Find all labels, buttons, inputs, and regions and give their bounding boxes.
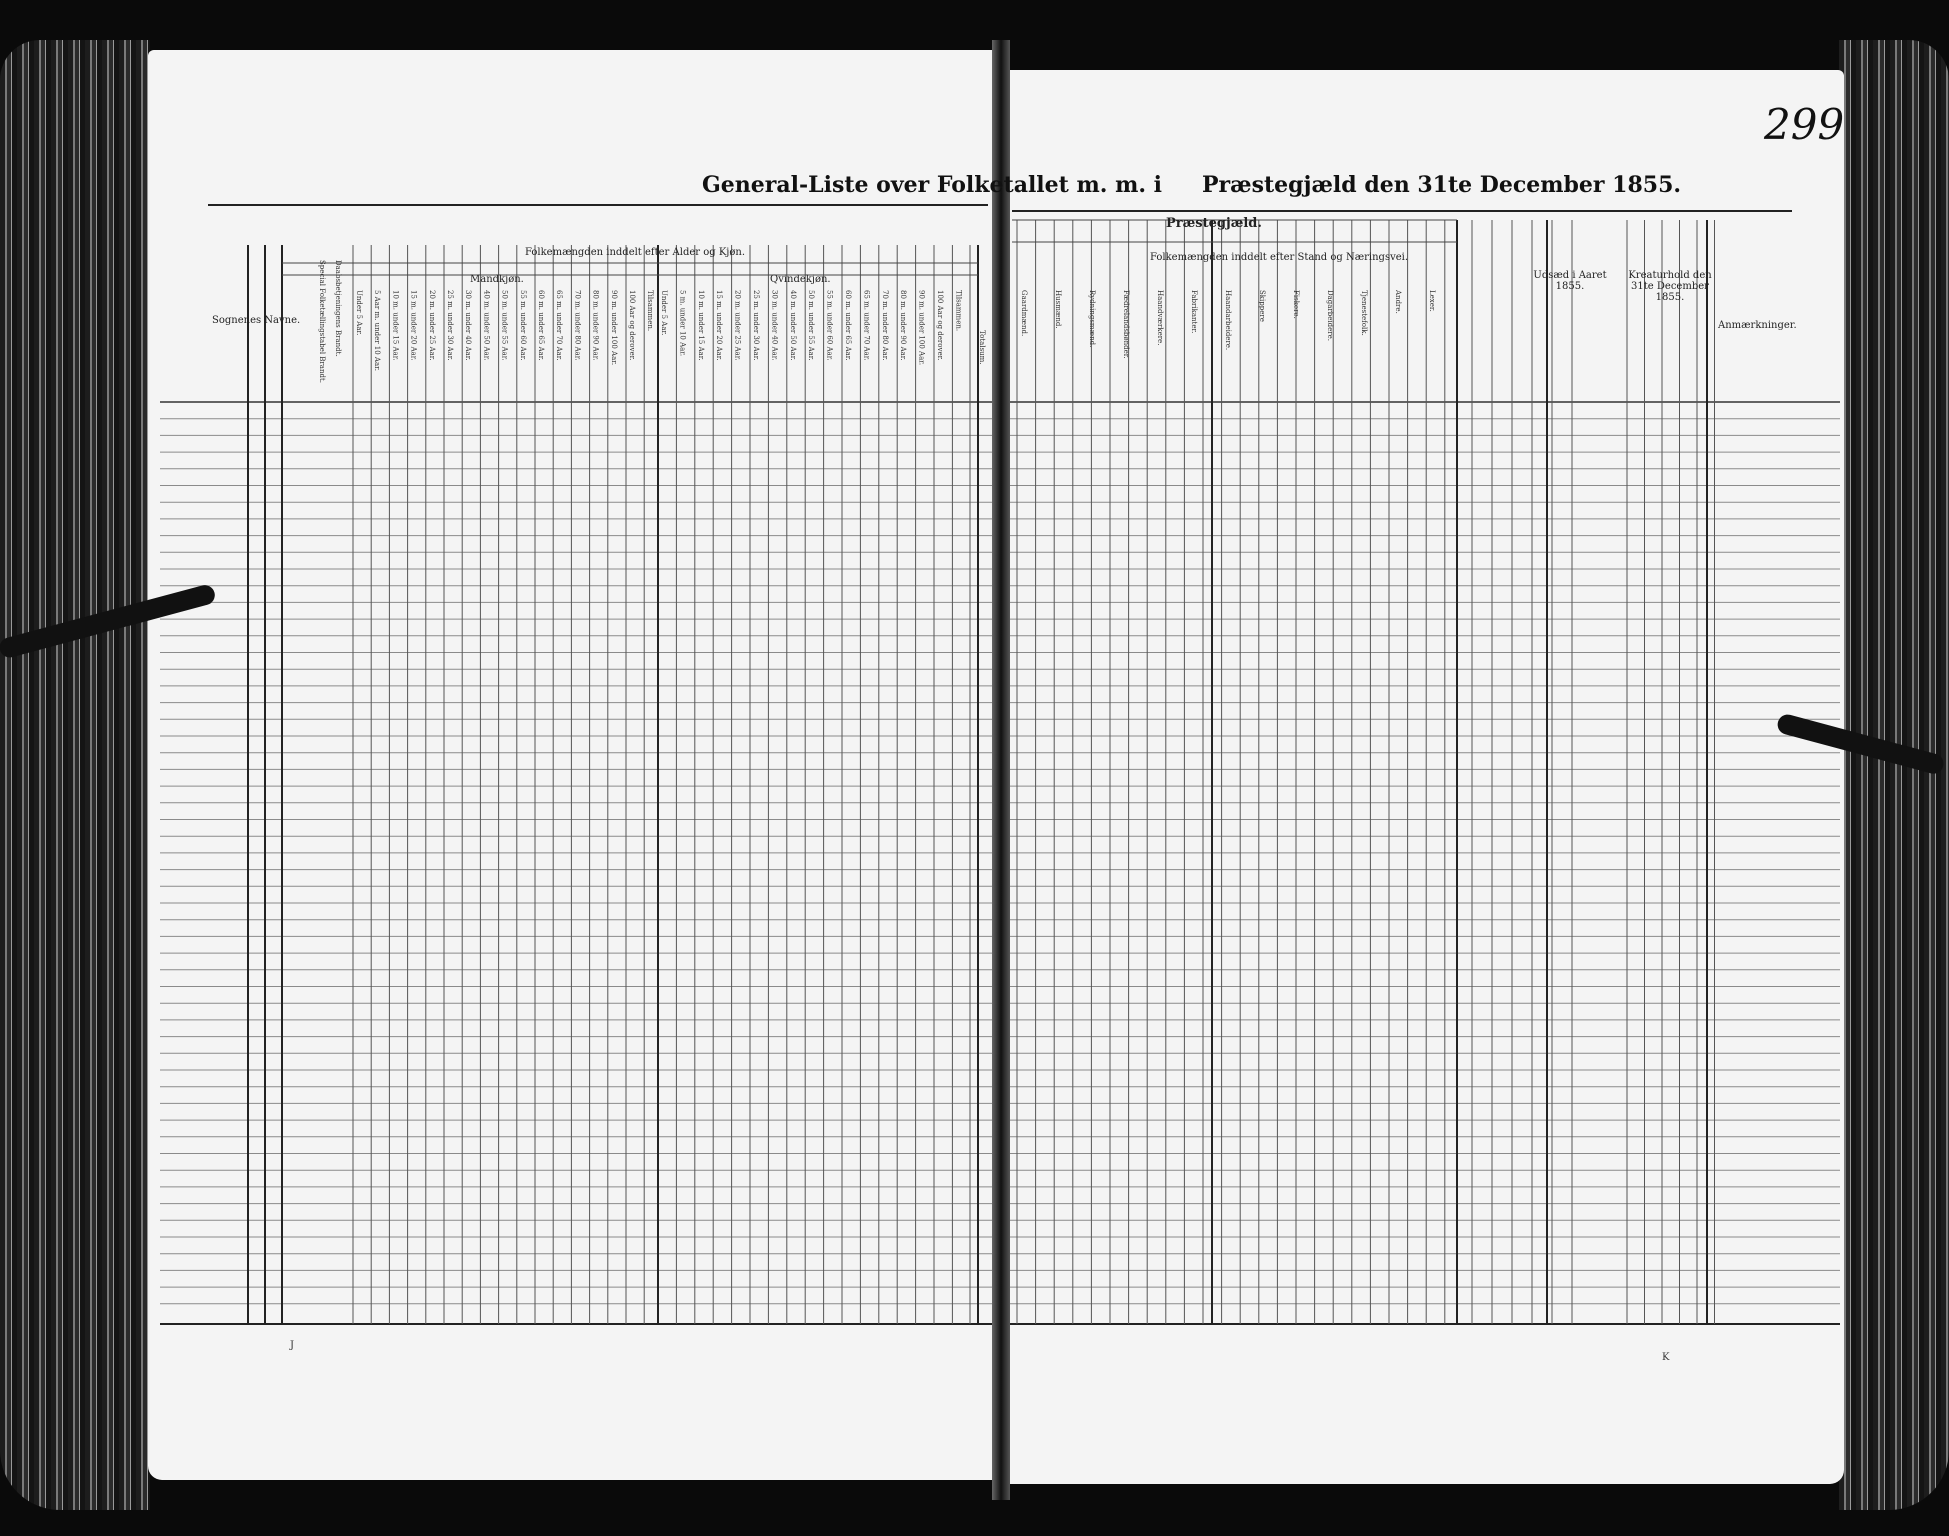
male-age-col-4: 20 m. under 25 Aar.: [427, 290, 436, 361]
stand-col-5: Fabrikanter.: [1190, 290, 1198, 334]
female-age-col-0: Under 5 Aar.: [660, 290, 668, 336]
male-age-col-11: 65 m. under 70 Aar.: [555, 290, 564, 361]
book-edge-right: [1839, 40, 1949, 1510]
male-age-col-15: 100 Aar og derover.: [628, 290, 636, 361]
stand-col-11: Andre.: [1394, 290, 1402, 314]
stand-col-1: Husmænd.: [1054, 290, 1062, 329]
page-number: 299: [1764, 100, 1845, 149]
female-age-col-4: 20 m. under 25 Aar.: [733, 290, 742, 361]
male-age-col-14: 90 m. under 100 Aar.: [609, 290, 618, 366]
sowing-header: Udsæd i Aaret 1855.: [1533, 270, 1607, 292]
stand-col-8: Fiskere.: [1292, 290, 1300, 319]
special-col-2: Daabsbetjeningens Brandt.: [334, 260, 342, 357]
female-age-col-5: 25 m. under 30 Aar.: [752, 290, 760, 361]
male-age-col-5: 25 m. under 30 Aar.: [446, 290, 454, 361]
female-age-col-11: 65 m. under 70 Aar.: [862, 290, 871, 361]
age-sex-group-header: Folkemængden inddelt efter Alder og Kjøn.: [525, 247, 746, 258]
female-age-col-8: 50 m. under 55 Aar.: [807, 290, 816, 361]
male-age-col-12: 70 m. under 80 Aar.: [573, 290, 582, 361]
male-age-col-3: 15 m. under 20 Aar.: [409, 290, 418, 361]
book-edge-left: [0, 40, 150, 1510]
male-age-col-9: 55 m. under 60 Aar.: [518, 290, 527, 361]
stand-col-7: Skippere: [1258, 290, 1266, 322]
female-age-col-16: Tilsammen.: [954, 290, 963, 332]
female-age-col-3: 15 m. under 20 Aar.: [715, 290, 724, 361]
male-age-col-7: 40 m. under 50 Aar.: [482, 290, 491, 361]
title-right: Præstegjæld den 31te December 1855.: [1202, 172, 1682, 198]
male-age-col-0: Under 5 Aar.: [355, 290, 363, 336]
subtitle-right: Præstegjæld.: [1166, 216, 1262, 231]
female-header: Qvindekjøn.: [770, 274, 831, 285]
male-header: Mandkjøn.: [470, 274, 524, 285]
male-age-col-6: 30 m. under 40 Aar.: [464, 290, 473, 361]
stand-group-header: Folkemængden inddelt efter Stand og Næringsvei.: [1150, 252, 1409, 263]
female-age-col-9: 55 m. under 60 Aar.: [825, 290, 834, 361]
stand-col-6: Haandarbeidere.: [1224, 290, 1232, 351]
stand-col-0: Gaardmænd.: [1020, 290, 1028, 337]
remarks-header: Anmærkninger.: [1718, 320, 1797, 331]
stand-col-4: Haandværkere.: [1156, 290, 1164, 346]
title-rule-right: [1012, 210, 1792, 212]
book-gutter: [992, 40, 1010, 1500]
female-age-col-10: 60 m. under 65 Aar.: [844, 290, 852, 361]
stand-col-10: Tjenestefolk.: [1360, 290, 1368, 336]
female-age-col-12: 70 m. under 80 Aar.: [880, 290, 889, 361]
male-age-col-16: Tilsammen.: [646, 290, 655, 332]
female-age-col-14: 90 m. under 100 Aar.: [917, 290, 926, 366]
stand-col-3: Fædrelandsbønder.: [1122, 290, 1130, 359]
female-age-col-13: 80 m. under 90 Aar.: [899, 290, 908, 361]
male-age-col-1: 5 Aar m. under 10 Aar.: [373, 290, 382, 371]
parish-names-header: Sognenes Navne.: [212, 315, 301, 326]
stand-col-12: Lexer.: [1428, 290, 1436, 312]
title-left: General-Liste over Folketallet m. m. i: [702, 172, 1163, 198]
female-age-col-2: 10 m. under 15 Aar.: [696, 290, 705, 361]
total-col-header: Totalsum.: [978, 330, 986, 365]
footer-mark-left: J: [290, 1340, 295, 1351]
female-age-col-7: 40 m. under 50 Aar.: [788, 290, 797, 361]
footer-mark-right: K: [1662, 1352, 1670, 1363]
left-ledger-grid: [148, 50, 1000, 1480]
female-age-col-6: 30 m. under 40 Aar.: [770, 290, 779, 361]
livestock-header: Kreaturhold den 31te December 1855.: [1628, 270, 1712, 303]
male-age-col-8: 50 m. under 55 Aar.: [500, 290, 509, 361]
stand-col-9: Dagarbeidere.: [1326, 290, 1334, 341]
left-page: [148, 50, 1000, 1480]
stand-col-2: Rydningsmænd.: [1088, 290, 1096, 348]
male-age-col-2: 10 m. under 15 Aar.: [391, 290, 400, 361]
male-age-col-10: 60 m. under 65 Aar.: [537, 290, 545, 361]
title-rule-left: [208, 204, 988, 206]
special-col-1: Special Folketællingstabel Brandt.: [318, 260, 326, 383]
female-age-col-15: 100 Aar og derover.: [936, 290, 944, 361]
male-age-col-13: 80 m. under 90 Aar.: [591, 290, 600, 361]
female-age-col-1: 5 m. under 10 Aar.: [678, 290, 687, 357]
